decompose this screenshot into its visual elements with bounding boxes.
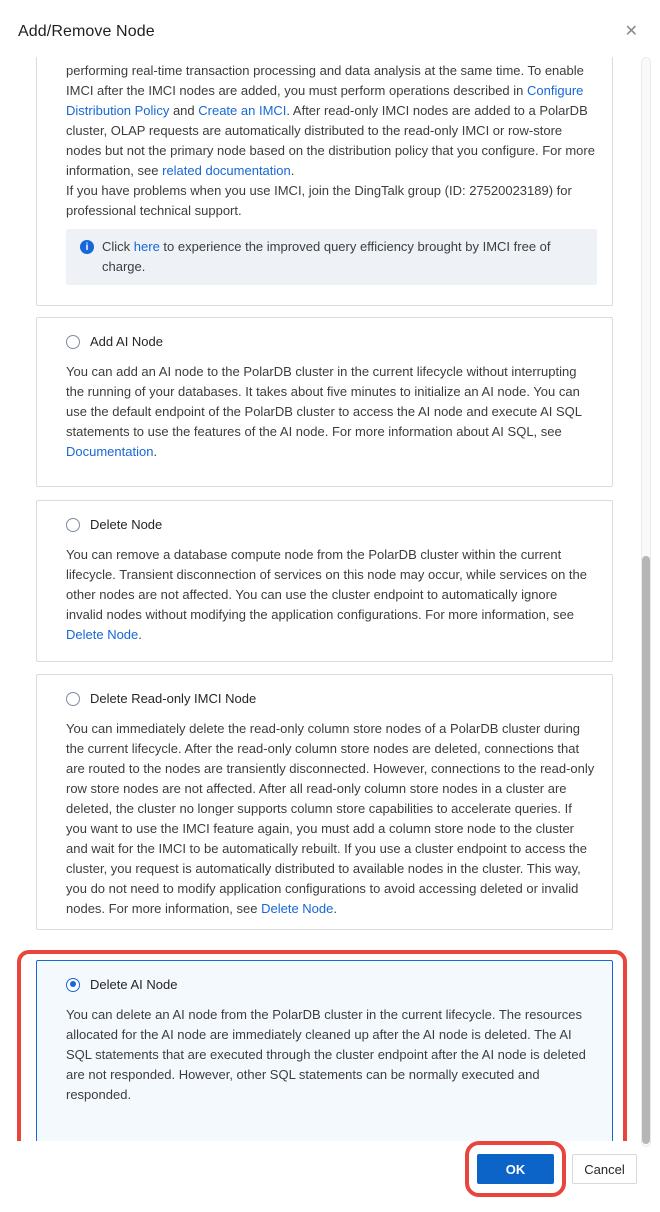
- option-description: You can add an AI node to the PolarDB cluster in the current lifecycle without interrupting the running of your databases. It takes about five minutes to initialize an AI node. You can use the default endpoint of the PolarDB cluster to access the AI node and execute AI SQL statements to use the features of the AI node. For more information about AI SQL, see Documentation.: [66, 364, 582, 459]
- option-label: Delete AI Node: [90, 977, 178, 992]
- imci-promo-banner: [66, 229, 597, 285]
- close-icon[interactable]: ✕: [624, 23, 638, 40]
- option-description: You can delete an AI node from the PolarDB cluster in the current lifecycle. The resources allocated for the AI node are immediately cleaned up after the AI node is deleted. The AI SQL statements that are executed through the cluster endpoint after the AI node is deleted are not responded. However, other SQL statements can be normally executed and responded.: [66, 1007, 586, 1102]
- dialog-title: Add/Remove Node: [18, 23, 155, 40]
- link-delete-node[interactable]: Delete Node: [66, 627, 139, 642]
- info-icon: i: [80, 240, 94, 254]
- option-card-imci-intro: [36, 57, 613, 306]
- radio-delete-ai-node-selected[interactable]: [66, 978, 80, 992]
- option-add-ai-node[interactable]: [66, 334, 595, 349]
- radio-add-ai-node[interactable]: [66, 335, 80, 349]
- ok-button[interactable]: OK: [477, 1154, 554, 1184]
- link-configure-distribution-policy[interactable]: Configure Distribution Policy: [66, 83, 584, 118]
- imci-intro-paragraph: performing real-time transaction processing and data analysis at the same time. To enable IMCI after the IMCI nodes are added, you must perform operations described in Configure Distribution Policy and Create an IMCI. After read-only IMCI nodes are added to a PolarDB cluster, OLAP requests are automatically distributed to the read-only IMCI or row-store nodes but not the primary node based on the distribution policy that you configure. For more information, see related documentation.: [66, 63, 595, 178]
- option-card-delete-node: [36, 500, 613, 662]
- option-description: You can immediately delete the read-only column store nodes of a PolarDB cluster during the current lifecycle. After the read-only column store nodes are deleted, connections that are routed to the nodes are transiently disconnected. However, connections to the read-only row store nodes are not affected. After all read-only column store nodes in a cluster are deleted, the cluster no longer supports column store capabilities to accelerate queries. If you want to use the IMCI feature again, you must add a column store node to the cluster and wait for the IMCI to be automatically rebuilt. If you use a cluster endpoint to access the cluster, you request is automatically distributed to available nodes in the cluster. This way, you do not need to modify application configurations to avoid accessing deleted or invalid nodes. For more information, see Delete Node.: [66, 721, 595, 916]
- annotation-delete-ai-node: [17, 950, 627, 1141]
- dialog-header: [0, 0, 660, 41]
- option-label: Delete Read-only IMCI Node: [90, 691, 257, 706]
- option-card-add-ai-node: [36, 317, 613, 487]
- scrollbar-track[interactable]: [641, 57, 651, 1147]
- option-delete-node[interactable]: [66, 517, 595, 532]
- link-here[interactable]: here: [133, 239, 160, 254]
- radio-delete-node[interactable]: [66, 518, 80, 532]
- cancel-button[interactable]: Cancel: [572, 1154, 637, 1184]
- scrollbar-thumb[interactable]: [642, 556, 650, 1144]
- link-create-an-imci[interactable]: Create an IMCI: [198, 103, 287, 118]
- dialog-footer: [465, 1141, 637, 1197]
- option-card-delete-ai-node: [36, 960, 613, 1141]
- option-description: You can remove a database compute node from the PolarDB cluster within the current lifecycle. Transient disconnection of services on this node may occur, while services on the other nodes are not affected. You can use the cluster endpoint to automatically ignore invalid nodes without modifying the application configurations. For more information, see Delete Node.: [66, 547, 587, 642]
- option-card-delete-readonly-imci-node: [36, 674, 613, 930]
- annotation-ok-button: [465, 1141, 566, 1197]
- dingtalk-support-line: If you have problems when you use IMCI, join the DingTalk group (ID: 27520023189) for professional technical support.: [66, 183, 572, 218]
- link-related-documentation[interactable]: related documentation: [162, 163, 291, 178]
- link-documentation[interactable]: Documentation: [66, 444, 154, 459]
- dialog-scroll-area: [0, 57, 660, 1141]
- option-delete-readonly-imci-node[interactable]: [66, 691, 595, 706]
- link-delete-node[interactable]: Delete Node: [261, 901, 334, 916]
- option-label: Add AI Node: [90, 334, 163, 349]
- option-delete-ai-node[interactable]: [66, 977, 595, 992]
- banner-text: Click here to experience the improved query efficiency brought by IMCI free of charge.: [102, 239, 551, 274]
- radio-delete-readonly-imci-node[interactable]: [66, 692, 80, 706]
- option-label: Delete Node: [90, 517, 163, 532]
